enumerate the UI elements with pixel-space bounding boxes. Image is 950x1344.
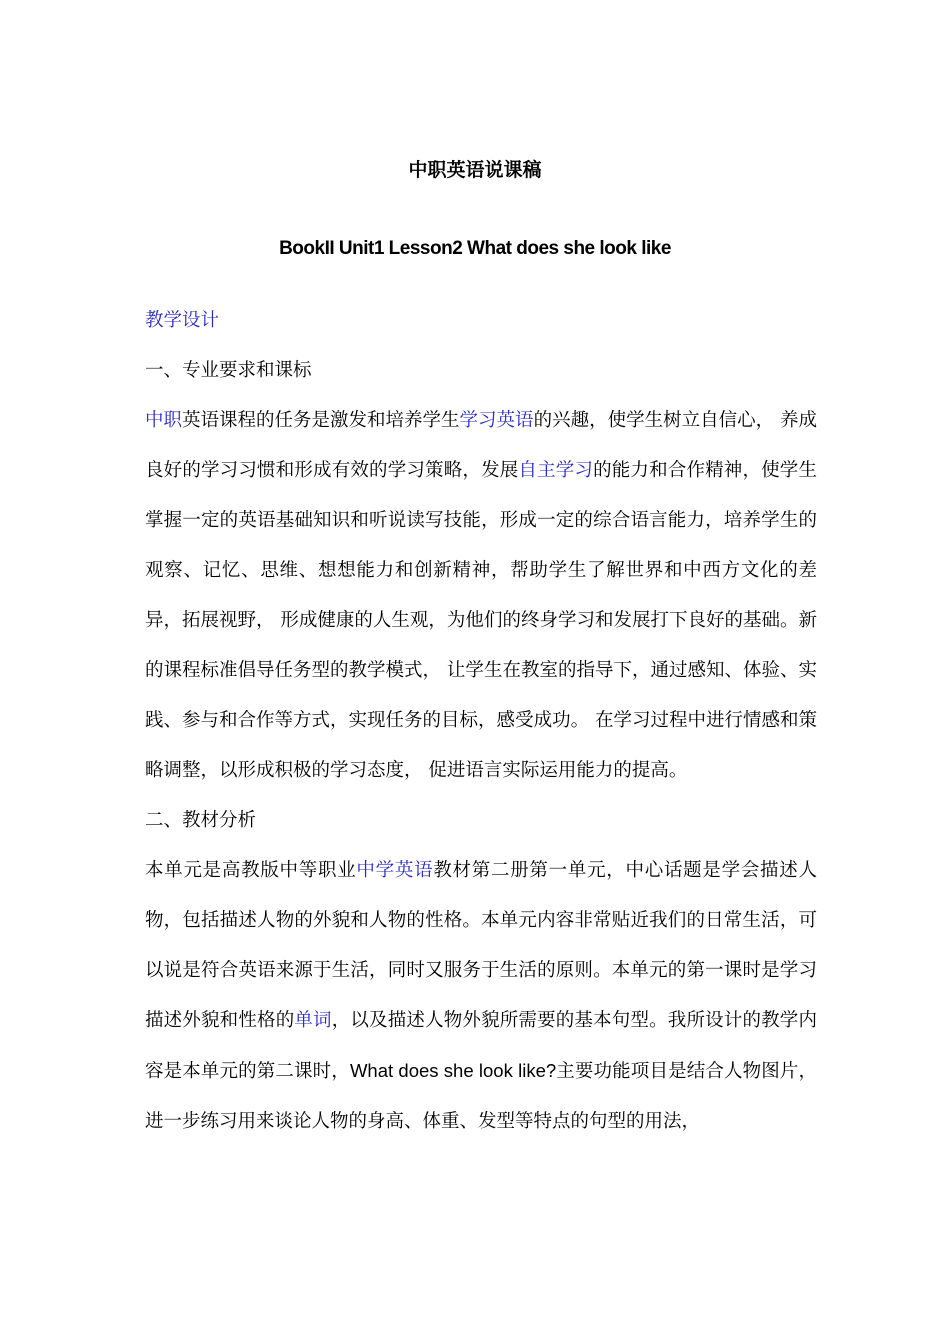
link-learning-english[interactable]: 学习英语: [459, 410, 534, 431]
paragraph-text: 教材第二册第一单元，中心话题是学会描述人物，包括描述人物的外貌和人物的性格。本单元内容非常贴近我们的日常生活，可以说是符合英语来源于生活，同时又服务于生活的原则。本单元的第一课时是学习描述外貌和性格的: [145, 860, 817, 1031]
lesson-title-inline: What does she look like?: [349, 1060, 557, 1081]
document-body: [145, 296, 817, 1147]
link-vocabulary[interactable]: 单词: [294, 1010, 332, 1031]
link-middle-school-english[interactable]: 中学英语: [356, 860, 434, 881]
section-teaching-design[interactable]: 教学设计: [145, 310, 220, 331]
section-1-heading: 一、专业要求和课标: [145, 360, 312, 381]
document-title-english: BookII Unit1 Lesson2 What does she look like: [279, 238, 671, 259]
paragraph-curriculum-standards: [145, 396, 817, 796]
paragraph-text: 本单元是高教版中等职业: [145, 860, 357, 881]
link-zhongzhi[interactable]: 中职: [145, 410, 183, 431]
paragraph-text: 的兴趣，使学生树立自信心， 养成良好的学习习惯和形成有效的学习策略，发展: [145, 410, 817, 481]
paragraph-text: 英语课程的任务是激发和培养学生: [182, 410, 460, 431]
paragraph-text: 主要功能项目是结合人物图片，进一步练习用来谈论人物的身高、体重、发型等特点的句型的用法，: [145, 1061, 817, 1132]
document-title-chinese: 中职英语说课稿: [408, 159, 542, 181]
paragraph-textbook-analysis: [145, 846, 817, 1147]
paragraph-text: ，以及描述人物外貌所需要的基本句型。我所设计的教学内容是本单元的第二课时，: [145, 1010, 817, 1082]
paragraph-text: 的能力和合作精神，使学生掌握一定的英语基础知识和听说读写技能，形成一定的综合语言能力，培养学生的观察、记忆、思维、想想能力和创新精神，帮助学生了解世界和中西方文化的差异，拓展视野， 形成健康的人生观，为他们的终身学习和发展打下良好的基础。新的课程标准倡导任务型的教学模式， 让学生在教室的指导下，通过感知、体验、实践、参与和合作等方式，实现任务的目标，感受成功。 在学习过程中进行情感和策略调整，以形成积极的学习态度， 促进语言实际运用能力的提高。: [145, 460, 817, 781]
section-2-heading: 二、教材分析: [145, 810, 257, 831]
link-autonomous-learning[interactable]: 自主学习: [518, 460, 594, 481]
